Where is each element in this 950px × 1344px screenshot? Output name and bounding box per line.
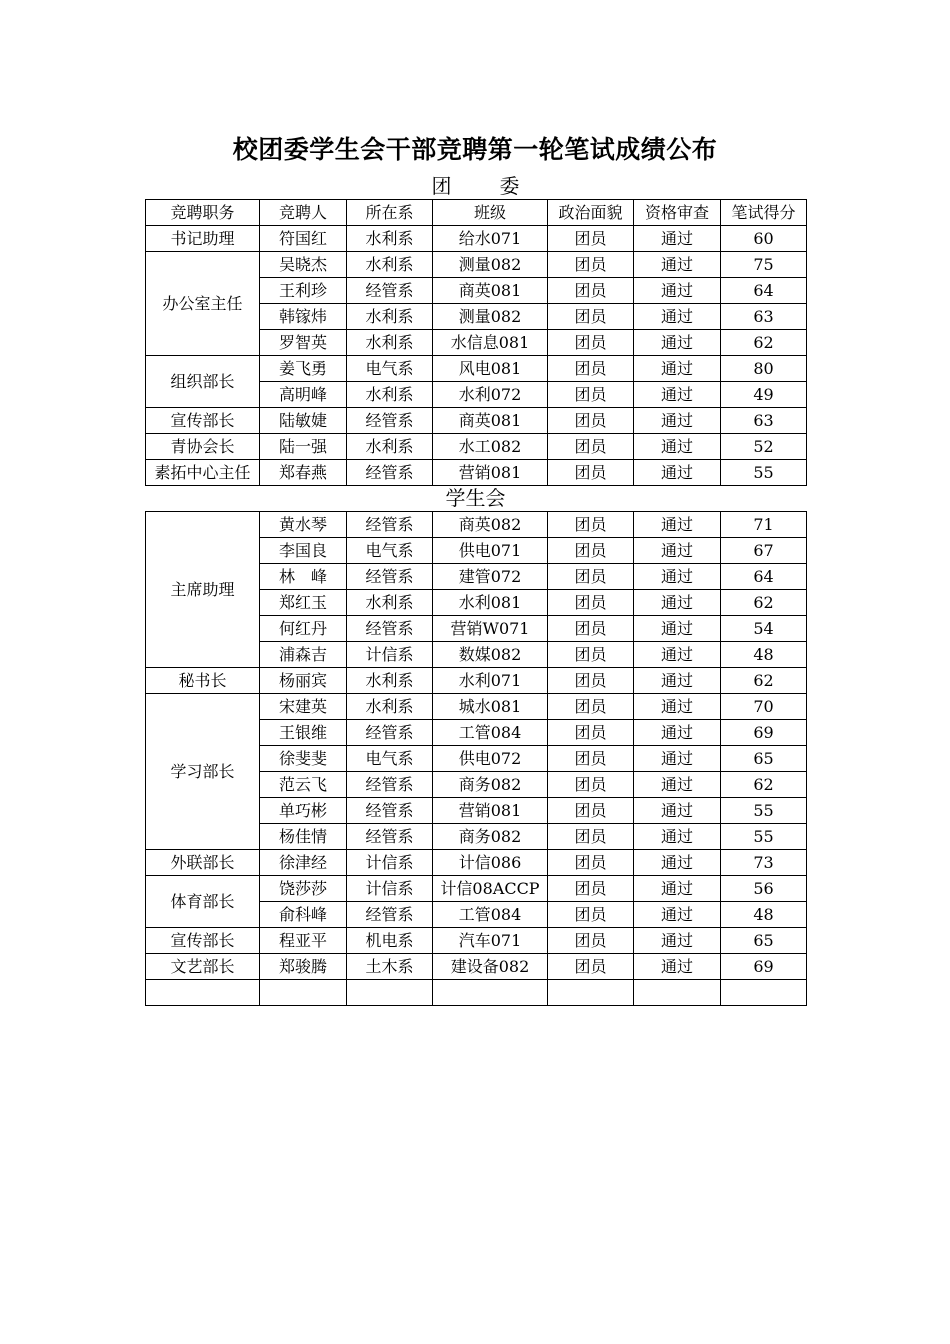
political-cell: 团员 — [548, 668, 634, 694]
score-cell: 55 — [721, 824, 807, 850]
name-cell: 姜飞勇 — [260, 356, 347, 382]
class-cell: 商务082 — [433, 772, 548, 798]
dept-cell: 经管系 — [347, 772, 433, 798]
name-cell: 杨丽宾 — [260, 668, 347, 694]
class-cell: 营销W071 — [433, 616, 548, 642]
review-cell: 通过 — [634, 434, 721, 460]
class-cell: 数媒082 — [433, 642, 548, 668]
political-cell: 团员 — [548, 876, 634, 902]
table-row — [146, 694, 807, 720]
class-cell: 计信08ACCP — [433, 876, 548, 902]
dept-cell: 经管系 — [347, 408, 433, 434]
score-cell: 70 — [721, 694, 807, 720]
score-cell: 64 — [721, 564, 807, 590]
political-cell: 团员 — [548, 512, 634, 538]
position-cell: 文艺部长 — [146, 954, 260, 980]
score-cell: 48 — [721, 642, 807, 668]
class-cell: 商务082 — [433, 824, 548, 850]
header-cell-name: 竞聘人 — [260, 200, 347, 226]
political-cell: 团员 — [548, 590, 634, 616]
score-cell: 80 — [721, 356, 807, 382]
political-cell: 团员 — [548, 538, 634, 564]
score-cell: 55 — [721, 798, 807, 824]
class-cell: 计信086 — [433, 850, 548, 876]
score-cell: 49 — [721, 382, 807, 408]
review-cell: 通过 — [634, 694, 721, 720]
name-cell: 何红丹 — [260, 616, 347, 642]
position-cell: 宣传部长 — [146, 408, 260, 434]
review-cell: 通过 — [634, 902, 721, 928]
political-cell: 团员 — [548, 642, 634, 668]
political-cell: 团员 — [548, 824, 634, 850]
name-cell: 罗智英 — [260, 330, 347, 356]
name-cell: 徐津经 — [260, 850, 347, 876]
name-cell: 饶莎莎 — [260, 876, 347, 902]
position-cell: 办公室主任 — [146, 252, 260, 356]
position-cell: 书记助理 — [146, 226, 260, 252]
table-row — [146, 408, 807, 434]
table-row — [146, 356, 807, 382]
dept-cell: 水利系 — [347, 694, 433, 720]
dept-cell: 机电系 — [347, 928, 433, 954]
dept-cell: 水利系 — [347, 252, 433, 278]
review-cell: 通过 — [634, 278, 721, 304]
position-cell: 外联部长 — [146, 850, 260, 876]
position-cell: 学习部长 — [146, 694, 260, 850]
table-row — [146, 876, 807, 902]
xueshenghui-score-table — [145, 511, 807, 1006]
dept-cell: 计信系 — [347, 850, 433, 876]
political-cell: 团员 — [548, 278, 634, 304]
political-cell: 团员 — [548, 382, 634, 408]
header-cell-class: 班级 — [433, 200, 548, 226]
review-cell: 通过 — [634, 772, 721, 798]
score-cell: 63 — [721, 408, 807, 434]
position-cell: 秘书长 — [146, 668, 260, 694]
tuanwei-table-body — [146, 200, 807, 486]
dept-cell: 计信系 — [347, 876, 433, 902]
table-row — [146, 954, 807, 980]
name-cell: 吴晓杰 — [260, 252, 347, 278]
class-cell: 测量082 — [433, 304, 548, 330]
class-cell: 营销081 — [433, 798, 548, 824]
review-cell: 通过 — [634, 330, 721, 356]
class-cell: 水利071 — [433, 668, 548, 694]
review-cell: 通过 — [634, 382, 721, 408]
dept-cell: 经管系 — [347, 278, 433, 304]
score-cell: 62 — [721, 668, 807, 694]
political-cell: 团员 — [548, 460, 634, 486]
review-cell: 通过 — [634, 850, 721, 876]
score-cell: 60 — [721, 226, 807, 252]
name-cell: 陆敏婕 — [260, 408, 347, 434]
political-cell: 团员 — [548, 330, 634, 356]
review-cell: 通过 — [634, 408, 721, 434]
political-cell: 团员 — [548, 772, 634, 798]
political-cell: 团员 — [548, 564, 634, 590]
table-row — [146, 434, 807, 460]
dept-cell: 经管系 — [347, 564, 433, 590]
position-cell: 宣传部长 — [146, 928, 260, 954]
dept-cell: 电气系 — [347, 746, 433, 772]
dept-cell: 经管系 — [347, 512, 433, 538]
class-cell: 营销081 — [433, 460, 548, 486]
political-cell: 团员 — [548, 954, 634, 980]
class-cell — [433, 980, 548, 1006]
score-cell: 55 — [721, 460, 807, 486]
name-cell: 范云飞 — [260, 772, 347, 798]
review-cell: 通过 — [634, 304, 721, 330]
political-cell: 团员 — [548, 616, 634, 642]
dept-cell: 水利系 — [347, 590, 433, 616]
class-cell: 工管084 — [433, 720, 548, 746]
score-cell: 65 — [721, 746, 807, 772]
name-cell: 王利珍 — [260, 278, 347, 304]
position-cell — [146, 980, 260, 1006]
document-title: 校团委学生会干部竞聘第一轮笔试成绩公布 — [232, 135, 718, 164]
score-cell: 54 — [721, 616, 807, 642]
dept-cell: 水利系 — [347, 434, 433, 460]
class-cell: 给水071 — [433, 226, 548, 252]
class-cell: 水信息081 — [433, 330, 548, 356]
table-row — [146, 512, 807, 538]
class-cell: 建设备082 — [433, 954, 548, 980]
dept-cell: 经管系 — [347, 902, 433, 928]
review-cell: 通过 — [634, 746, 721, 772]
position-cell: 主席助理 — [146, 512, 260, 668]
name-cell: 浦森吉 — [260, 642, 347, 668]
political-cell: 团员 — [548, 252, 634, 278]
score-cell: 63 — [721, 304, 807, 330]
class-cell: 风电081 — [433, 356, 548, 382]
dept-cell: 经管系 — [347, 720, 433, 746]
table-row — [146, 668, 807, 694]
class-cell: 水工082 — [433, 434, 548, 460]
review-cell: 通过 — [634, 824, 721, 850]
name-cell: 程亚平 — [260, 928, 347, 954]
dept-cell: 经管系 — [347, 616, 433, 642]
section-title-tuanwei: 团 委 — [431, 174, 534, 198]
review-cell: 通过 — [634, 564, 721, 590]
name-cell — [260, 980, 347, 1006]
review-cell: 通过 — [634, 590, 721, 616]
score-cell — [721, 980, 807, 1006]
review-cell: 通过 — [634, 668, 721, 694]
score-cell: 69 — [721, 720, 807, 746]
dept-cell: 水利系 — [347, 668, 433, 694]
review-cell: 通过 — [634, 356, 721, 382]
class-cell: 汽车071 — [433, 928, 548, 954]
score-cell: 48 — [721, 902, 807, 928]
dept-cell: 计信系 — [347, 642, 433, 668]
name-cell: 韩镓炜 — [260, 304, 347, 330]
review-cell: 通过 — [634, 798, 721, 824]
header-cell-dept: 所在系 — [347, 200, 433, 226]
score-cell: 69 — [721, 954, 807, 980]
xueshenghui-table-body — [146, 512, 807, 1006]
political-cell — [548, 980, 634, 1006]
class-cell: 工管084 — [433, 902, 548, 928]
dept-cell: 水利系 — [347, 304, 433, 330]
dept-cell: 水利系 — [347, 330, 433, 356]
dept-cell: 水利系 — [347, 226, 433, 252]
political-cell: 团员 — [548, 304, 634, 330]
dept-cell: 电气系 — [347, 356, 433, 382]
position-cell: 组织部长 — [146, 356, 260, 408]
table-row — [146, 928, 807, 954]
table-row — [146, 980, 807, 1006]
score-cell: 62 — [721, 772, 807, 798]
political-cell: 团员 — [548, 434, 634, 460]
class-cell: 商英081 — [433, 408, 548, 434]
political-cell: 团员 — [548, 694, 634, 720]
header-cell-score: 笔试得分 — [721, 200, 807, 226]
political-cell: 团员 — [548, 902, 634, 928]
name-cell: 符国红 — [260, 226, 347, 252]
position-cell: 青协会长 — [146, 434, 260, 460]
political-cell: 团员 — [548, 928, 634, 954]
political-cell: 团员 — [548, 746, 634, 772]
class-cell: 供电072 — [433, 746, 548, 772]
dept-cell: 经管系 — [347, 824, 433, 850]
review-cell: 通过 — [634, 642, 721, 668]
class-cell: 商英081 — [433, 278, 548, 304]
name-cell: 杨佳情 — [260, 824, 347, 850]
name-cell: 王银维 — [260, 720, 347, 746]
table-header-row — [146, 200, 807, 226]
class-cell: 水利081 — [433, 590, 548, 616]
name-cell: 黄水琴 — [260, 512, 347, 538]
score-cell: 73 — [721, 850, 807, 876]
dept-cell: 电气系 — [347, 538, 433, 564]
class-cell: 水利072 — [433, 382, 548, 408]
table-row — [146, 460, 807, 486]
tuanwei-score-table — [145, 199, 807, 486]
review-cell: 通过 — [634, 720, 721, 746]
class-cell: 商英082 — [433, 512, 548, 538]
dept-cell: 土木系 — [347, 954, 433, 980]
score-cell: 64 — [721, 278, 807, 304]
dept-cell: 经管系 — [347, 798, 433, 824]
class-cell: 供电071 — [433, 538, 548, 564]
score-cell: 52 — [721, 434, 807, 460]
political-cell: 团员 — [548, 720, 634, 746]
score-cell: 62 — [721, 330, 807, 356]
review-cell: 通过 — [634, 512, 721, 538]
review-cell: 通过 — [634, 876, 721, 902]
political-cell: 团员 — [548, 408, 634, 434]
name-cell: 宋建英 — [260, 694, 347, 720]
political-cell: 团员 — [548, 850, 634, 876]
review-cell: 通过 — [634, 226, 721, 252]
score-cell: 62 — [721, 590, 807, 616]
name-cell: 徐斐斐 — [260, 746, 347, 772]
review-cell: 通过 — [634, 538, 721, 564]
name-cell: 高明峰 — [260, 382, 347, 408]
review-cell — [634, 980, 721, 1006]
review-cell: 通过 — [634, 954, 721, 980]
political-cell: 团员 — [548, 798, 634, 824]
review-cell: 通过 — [634, 252, 721, 278]
name-cell: 俞科峰 — [260, 902, 347, 928]
table-row — [146, 226, 807, 252]
dept-cell: 经管系 — [347, 460, 433, 486]
header-cell-review: 资格审查 — [634, 200, 721, 226]
review-cell: 通过 — [634, 460, 721, 486]
dept-cell — [347, 980, 433, 1006]
class-cell: 建管072 — [433, 564, 548, 590]
dept-cell: 水利系 — [347, 382, 433, 408]
score-cell: 67 — [721, 538, 807, 564]
table-row — [146, 252, 807, 278]
class-cell: 测量082 — [433, 252, 548, 278]
name-cell: 林 峰 — [260, 564, 347, 590]
section-title-xueshenghui: 学生会 — [445, 486, 506, 510]
score-cell: 75 — [721, 252, 807, 278]
score-cell: 71 — [721, 512, 807, 538]
name-cell: 单巧彬 — [260, 798, 347, 824]
review-cell: 通过 — [634, 928, 721, 954]
political-cell: 团员 — [548, 226, 634, 252]
header-cell-political: 政治面貌 — [548, 200, 634, 226]
name-cell: 郑红玉 — [260, 590, 347, 616]
name-cell: 郑骏腾 — [260, 954, 347, 980]
name-cell: 陆一强 — [260, 434, 347, 460]
position-cell: 体育部长 — [146, 876, 260, 928]
position-cell: 素拓中心主任 — [146, 460, 260, 486]
name-cell: 李国良 — [260, 538, 347, 564]
table-row — [146, 850, 807, 876]
score-cell: 65 — [721, 928, 807, 954]
political-cell: 团员 — [548, 356, 634, 382]
class-cell: 城水081 — [433, 694, 548, 720]
name-cell: 郑春燕 — [260, 460, 347, 486]
header-cell-position: 竞聘职务 — [146, 200, 260, 226]
score-cell: 56 — [721, 876, 807, 902]
review-cell: 通过 — [634, 616, 721, 642]
